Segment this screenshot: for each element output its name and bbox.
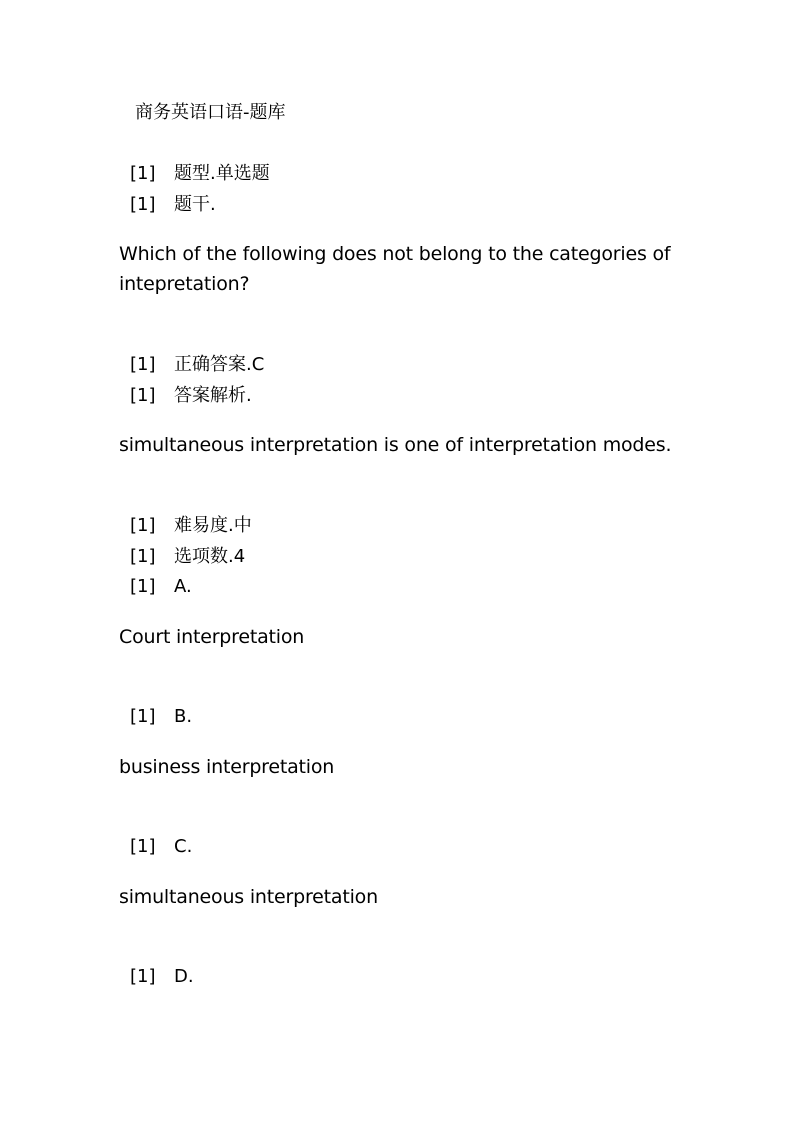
option-c-field xyxy=(130,834,192,860)
field-number: [1] xyxy=(130,385,156,406)
field-number: [1] xyxy=(130,576,156,597)
option-d-field xyxy=(130,964,194,990)
field-label: 正确答案.C xyxy=(174,354,265,375)
document-title: 商务英语口语-题库 xyxy=(135,102,286,123)
field-label: 难易度.中 xyxy=(174,515,252,536)
option-label: C. xyxy=(174,836,193,857)
field-number: [1] xyxy=(130,836,156,857)
field-number: [1] xyxy=(130,163,156,184)
answer-analysis-field xyxy=(130,383,252,409)
option-label: A. xyxy=(174,576,192,597)
difficulty-field xyxy=(130,513,252,539)
field-label: 题干. xyxy=(174,194,216,215)
question-stem-field xyxy=(130,192,216,218)
option-a-text: Court interpretation xyxy=(119,626,305,648)
option-b-text: business interpretation xyxy=(119,756,335,778)
option-a-field xyxy=(130,574,192,600)
field-number: [1] xyxy=(130,546,156,567)
field-number: [1] xyxy=(130,706,156,727)
field-label: 答案解析. xyxy=(174,385,252,406)
field-number: [1] xyxy=(130,194,156,215)
field-label: 选项数.4 xyxy=(174,546,246,567)
option-label: D. xyxy=(174,966,194,987)
field-number: [1] xyxy=(130,966,156,987)
field-number: [1] xyxy=(130,515,156,536)
answer-analysis-text: simultaneous interpretation is one of interpretation modes. xyxy=(119,434,672,456)
field-label: 题型.单选题 xyxy=(174,163,270,184)
option-c-text: simultaneous interpretation xyxy=(119,886,378,908)
option-b-field xyxy=(130,704,192,730)
question-stem-text: Which of the following does not belong to the categories of intepretation? xyxy=(119,243,671,295)
option-count-field xyxy=(130,544,245,570)
question-type-field xyxy=(130,161,270,187)
field-number: [1] xyxy=(130,354,156,375)
option-label: B. xyxy=(174,706,193,727)
correct-answer-field xyxy=(130,352,264,378)
